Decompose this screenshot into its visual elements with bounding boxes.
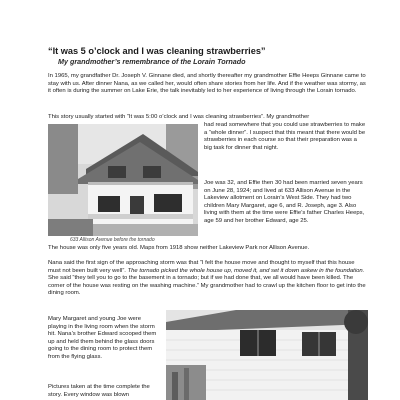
paragraph-storm <box>48 260 366 298</box>
document-title: “It was 5 o’clock and I was cleaning strawberries” <box>48 46 266 56</box>
paragraph-story-start: This story usually started with “It was 5:00 o’clock and I was cleaning strawberries”. My grandmother <box>48 114 310 120</box>
paragraph-strawberries: had read somewhere that you could use strawberries to make a “whole dinner”. I suspect that this meant that there would be strawberries in each course so that their preparation was a big task for dinner that night. <box>204 122 366 151</box>
document-subtitle: My grandmother’s remembrance of the Lorain Tornado <box>58 57 246 66</box>
house-photo-after <box>166 310 368 400</box>
storm-italic: The tornado picked the whole house up, moved it, and set it down askew in the foundation. <box>127 267 365 274</box>
paragraph-children: Mary Margaret and young Joe were playing in the living room when the storm hit. Nana’s brother Edward scooped them up and held them behind the glass doors going to the dining room to protect them from the flying glass. <box>48 316 157 360</box>
house-photo-before <box>48 124 198 236</box>
paragraph-intro: In 1965, my grandfather Dr. Joseph V. Ginnane died, and shortly thereafter my grandmother Effie Heeps Ginnane came to stay with us. After dinner Nana, as we called her, would often share stories from her life. And if the weather was stormy, as it often is during the summer on Lake Erie, the talk inevitably led to her experience of living through the Lorain tornado. <box>48 73 366 95</box>
paragraph-pictures: Pictures taken at the time complete the story. Every window was blown <box>48 384 150 398</box>
storm-basement: She said “they tell you to go to the basement in a tornado; but if we had done that, we all would have been killed. The corner of the house was resting on the washing machine.” My grandmother had to crawl up the kitchen floor to get into the dining room. <box>48 275 366 297</box>
paragraph-family: Joe was 32, and Effie then 30 had been married seven years on June 28, 1924; and lived at 633 Allison Avenue in the Lakeview allotment on Lorain’s West Side. They had two children Mary Margaret, age 6, and R. Joseph, age 3. Also living with them at the time were Effie’s father Charles Heeps, age 59 and her brother Edward, age 25. <box>204 180 365 224</box>
storm-quote: Nana said the first sign of the approaching storm was that “I felt the house move and thought to myself that this house must not been built very well”. <box>48 260 355 274</box>
photo-before-caption: 633 Allison Avenue before the tornado <box>70 237 155 243</box>
paragraph-house-age: The house was only five years old. Maps from 1918 show neither Lakeview Park nor Allison Avenue. <box>48 245 310 251</box>
